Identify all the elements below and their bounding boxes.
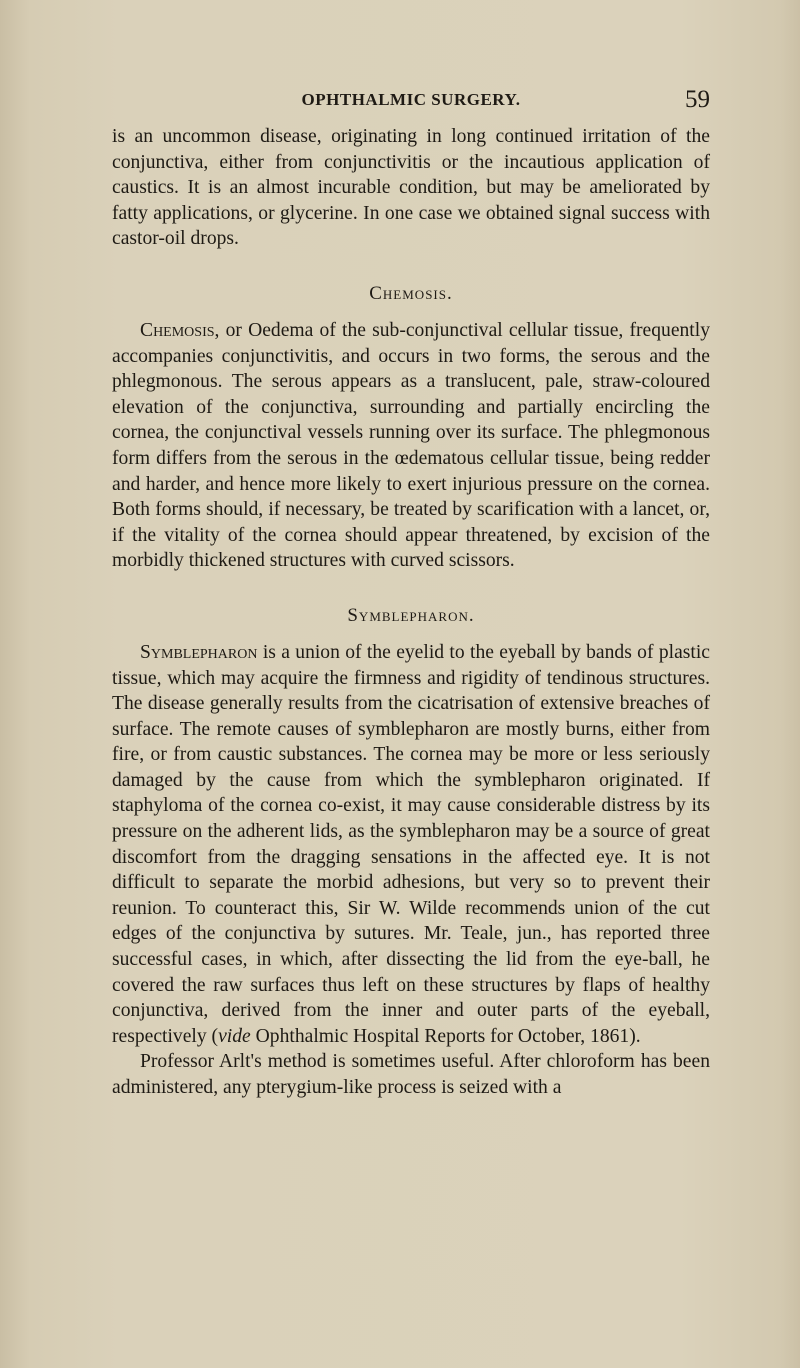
body-text: [112, 124, 710, 1101]
paragraph-symblepharon: [112, 640, 710, 1050]
section-heading-symblepharon: Symblepharon.: [347, 604, 475, 626]
running-head: [112, 86, 710, 116]
paragraph-continuation: is an uncommon disease, originating in long continued irritation of the conjunctiva, either from conjunctivitis or the incautious application of caustics. It is an almost incurable condition, but may be ameliorated by fatty applications, or glycerine. In one case we obtained signal success with castor-oil drops.: [112, 126, 710, 250]
vide-italic: vide: [218, 1025, 251, 1047]
section-heading-chemosis: Chemosis.: [369, 282, 453, 304]
paragraph-arlt: Professor Arlt's method is sometimes useful. After chloroform has been administered, any pterygium-like process is seized with a: [112, 1051, 710, 1098]
paragraph-symblepharon-end: Ophthalmic Hospital Reports for October, 1861).: [250, 1025, 641, 1047]
lead-word-symblepharon: Symblepharon: [140, 641, 258, 663]
lead-word-chemosis: Chemosis,: [140, 319, 220, 341]
paragraph-symblepharon-text: is a union of the eyelid to the eyeball by bands of plastic tissue, which may acquire the firmness and rigidity of tendinous structures. The disease generally results from the cicatrisation of extensive breaches of surface. The remote causes of symblepharon are mostly burns, either from fire, or from caustic substances. The cornea may be more or less seriously damaged by the cause from which the symblepharon originated. If staphyloma of the cornea co-exist, it may cause considerable distress by its pressure on the adherent lids, as the symblepharon may be a source of great discomfort from the dragging sensations in the affected eye. It is not difficult to separate the morbid adhesions, but very so to prevent their reunion. To counteract this, Sir W. Wilde recommends union of the cut edges of the conjunctiva by sutures. Mr. Teale, jun., has reported three successful cases, in which, after dissecting the lid from the eye-ball, he covered the raw surfaces thus left on these structures by flaps of healthy conjunctiva, derived from the inner and outer parts of the eyeball, respectively (: [112, 641, 710, 1047]
running-title: OPHTHALMIC SURGERY.: [301, 90, 521, 109]
paragraph-chemosis: [112, 318, 710, 574]
paragraph-chemosis-text: or Oedema of the sub-conjunctival cellular tissue, frequently accompanies conjunctivitis, and occurs in two forms, the serous and the phlegmonous. The serous appears as a translucent, pale, straw-coloured elevation of the conjunctiva, surrounding and partially encircling the cornea, the conjunctival vessels running over its surface. The phlegmonous form differs from the serous in the œdematous cellular tissue, being redder and harder, and hence more likely to exert injurious pressure on the cornea. Both forms should, if necessary, be treated by scarification with a lancet, or, if the vitality of the cornea should appear threatened, by excision of the morbidly thickened structures with curved scissors.: [112, 319, 710, 572]
page-number: 59: [685, 86, 710, 113]
